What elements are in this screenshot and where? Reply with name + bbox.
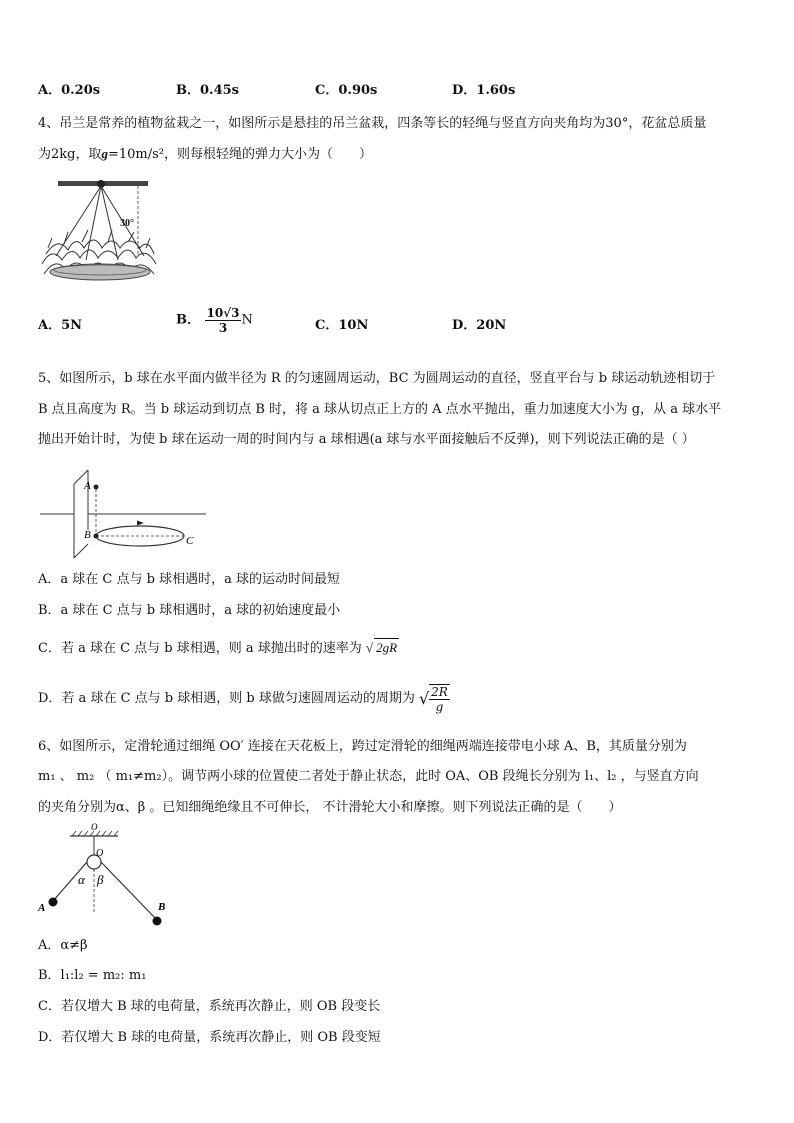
q4-option-a: A．5N <box>38 318 83 333</box>
svg-text:O: O <box>91 822 98 832</box>
q5-option-c: C．若 a 球在 C 点与 b 球相遇，则 a 球抛出时的速率为 √ 2gR <box>38 640 398 656</box>
q3-option-c: C．0.90s <box>315 83 378 98</box>
q4-stem-line1: 4、吊兰是常养的植物盆栽之一，如图所示是悬挂的吊兰盆栽，四条等长的轻绳与竖直方向夹角均为30°，花盆总质量 <box>38 116 707 131</box>
svg-text:α: α <box>78 872 85 887</box>
q4-option-b: B． $\frac{10√3}{3}$ N <box>176 306 253 335</box>
q6-stem-line3: 的夹角分别为α、β 。已知细绳绝缘且不可伸长， 不计滑轮大小和摩擦。则下列说法正确的是（ ） <box>38 800 622 815</box>
q3-option-d: D．1.60s <box>452 83 516 98</box>
q5-stem-line1: 5、如图所示，b 球在水平面内做半径为 R 的匀速圆周运动，BC 为圆周运动的直径，竖直平台与 b 球运动轨迹相切于 <box>38 371 716 386</box>
svg-text:C: C <box>186 535 194 547</box>
q6-stem-line2: m₁ 、 m₂ （ m₁≠m₂）。调节两小球的位置使二者处于静止状态，此时 OA、OB 段绳长分别为 l₁、l₂ ，与竖直方向 <box>38 769 699 784</box>
q6-option-c: C．若仅增大 B 球的电荷量，系统再次静止，则 OB 段变长 <box>38 999 381 1014</box>
q5-stem-line3: 抛出开始计时，为使 b 球在运动一周的时间内与 a 球相遇(a 球与水平面接触后不反弹)，则下列说法正确的是（ ） <box>38 432 695 447</box>
svg-text:O: O <box>96 848 104 859</box>
svg-text:β: β <box>97 872 104 887</box>
hanging-plant-figure <box>38 178 158 286</box>
q5-option-a: A．a 球在 C 点与 b 球相遇时，a 球的运动时间最短 <box>38 572 340 587</box>
q6-stem-line1: 6、如图所示，定滑轮通过细绳 OO′ 连接在天花板上，跨过定滑轮的细绳两端连接带电小球 A、B，其质量分别为 <box>38 739 687 754</box>
svg-text:B: B <box>84 529 91 541</box>
q4-option-c: C．10N <box>315 318 369 333</box>
q6-option-a: A．α≠β <box>38 938 88 953</box>
q3-option-b: B．0.45s <box>176 83 239 98</box>
q6-option-b: B．l₁:l₂ = m₂: m₁ <box>38 968 147 983</box>
circular-motion-figure <box>38 462 208 564</box>
q5-option-b: B．a 球在 C 点与 b 球相遇时，a 球的初始速度最小 <box>38 603 341 618</box>
angle-30-label: 30° <box>120 218 134 229</box>
q5-option-d: D．若 a 球在 C 点与 b 球相遇，则 b 球做匀速圆周运动的周期为 √ $\frac{2R}{g}$ <box>38 685 448 714</box>
q5-stem-line2: B 点且高度为 R。当 b 球运动到切点 B 时，将 a 球从切点正上方的 A 点水平抛出，重力加速度大小为 g，从 a 球水平 <box>38 402 722 417</box>
pulley-figure <box>34 822 184 930</box>
svg-text:A: A <box>84 480 91 492</box>
svg-text:A: A <box>38 902 46 914</box>
q4-option-d: D．20N <box>452 318 507 333</box>
q4-stem-line2: 为2kg，取g=10m/s²，则每根轻绳的弹力大小为（ ） <box>38 146 373 162</box>
q6-option-d: D．若仅增大 B 球的电荷量，系统再次静止，则 OB 段变短 <box>38 1030 381 1045</box>
q3-option-a: A．0.20s <box>38 83 101 98</box>
svg-text:B: B <box>158 901 166 913</box>
